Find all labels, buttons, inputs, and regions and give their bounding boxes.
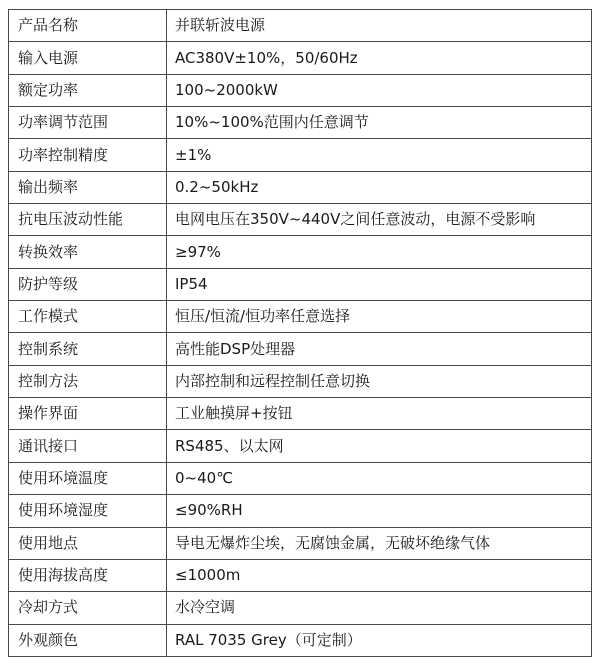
row-value: 10%~100%范围内任意调节	[167, 107, 592, 139]
row-value: AC380V±10%，50/60Hz	[167, 42, 592, 74]
row-label: 功率调节范围	[9, 107, 167, 139]
row-label: 使用地点	[9, 527, 167, 559]
row-label: 操作界面	[9, 398, 167, 430]
row-value: ≤90%RH	[167, 495, 592, 527]
row-value: RAL 7035 Grey（可定制）	[167, 624, 592, 656]
table-row	[9, 10, 592, 42]
row-label: 产品名称	[9, 10, 167, 42]
table-row	[9, 171, 592, 203]
row-label: 使用海拔高度	[9, 559, 167, 591]
row-value: 导电无爆炸尘埃，无腐蚀金属，无破坏绝缘气体	[167, 527, 592, 559]
row-label: 控制系统	[9, 333, 167, 365]
row-label: 抗电压波动性能	[9, 204, 167, 236]
row-value: 并联斩波电源	[167, 10, 592, 42]
table-row	[9, 204, 592, 236]
row-value: 水冷空调	[167, 592, 592, 624]
table-row	[9, 624, 592, 656]
table-row	[9, 559, 592, 591]
table-row	[9, 592, 592, 624]
table-row	[9, 462, 592, 494]
table-row	[9, 398, 592, 430]
row-label: 转换效率	[9, 236, 167, 268]
table-row	[9, 236, 592, 268]
table-row	[9, 333, 592, 365]
row-value: 电网电压在350V~440V之间任意波动，电源不受影响	[167, 204, 592, 236]
row-label: 通讯接口	[9, 430, 167, 462]
table-row	[9, 365, 592, 397]
row-label: 防护等级	[9, 268, 167, 300]
spec-table	[8, 9, 592, 657]
row-value: IP54	[167, 268, 592, 300]
row-value: RS485、以太网	[167, 430, 592, 462]
row-label: 输入电源	[9, 42, 167, 74]
row-label: 额定功率	[9, 74, 167, 106]
row-value: 100~2000kW	[167, 74, 592, 106]
row-value: 0~40℃	[167, 462, 592, 494]
row-label: 输出频率	[9, 171, 167, 203]
row-label: 冷却方式	[9, 592, 167, 624]
table-row	[9, 527, 592, 559]
row-value: ±1%	[167, 139, 592, 171]
row-value: ≥97%	[167, 236, 592, 268]
row-label: 使用环境湿度	[9, 495, 167, 527]
table-row	[9, 139, 592, 171]
row-label: 使用环境温度	[9, 462, 167, 494]
table-row	[9, 495, 592, 527]
table-row	[9, 301, 592, 333]
table-row	[9, 107, 592, 139]
row-value: 恒压/恒流/恒功率任意选择	[167, 301, 592, 333]
table-row	[9, 268, 592, 300]
row-label: 外观颜色	[9, 624, 167, 656]
row-value: 工业触摸屏+按钮	[167, 398, 592, 430]
row-value: 0.2~50kHz	[167, 171, 592, 203]
row-value: ≤1000m	[167, 559, 592, 591]
row-value: 内部控制和远程控制任意切换	[167, 365, 592, 397]
table-row	[9, 74, 592, 106]
table-row	[9, 42, 592, 74]
row-label: 功率控制精度	[9, 139, 167, 171]
row-label: 控制方法	[9, 365, 167, 397]
row-label: 工作模式	[9, 301, 167, 333]
row-value: 高性能DSP处理器	[167, 333, 592, 365]
table-row	[9, 430, 592, 462]
